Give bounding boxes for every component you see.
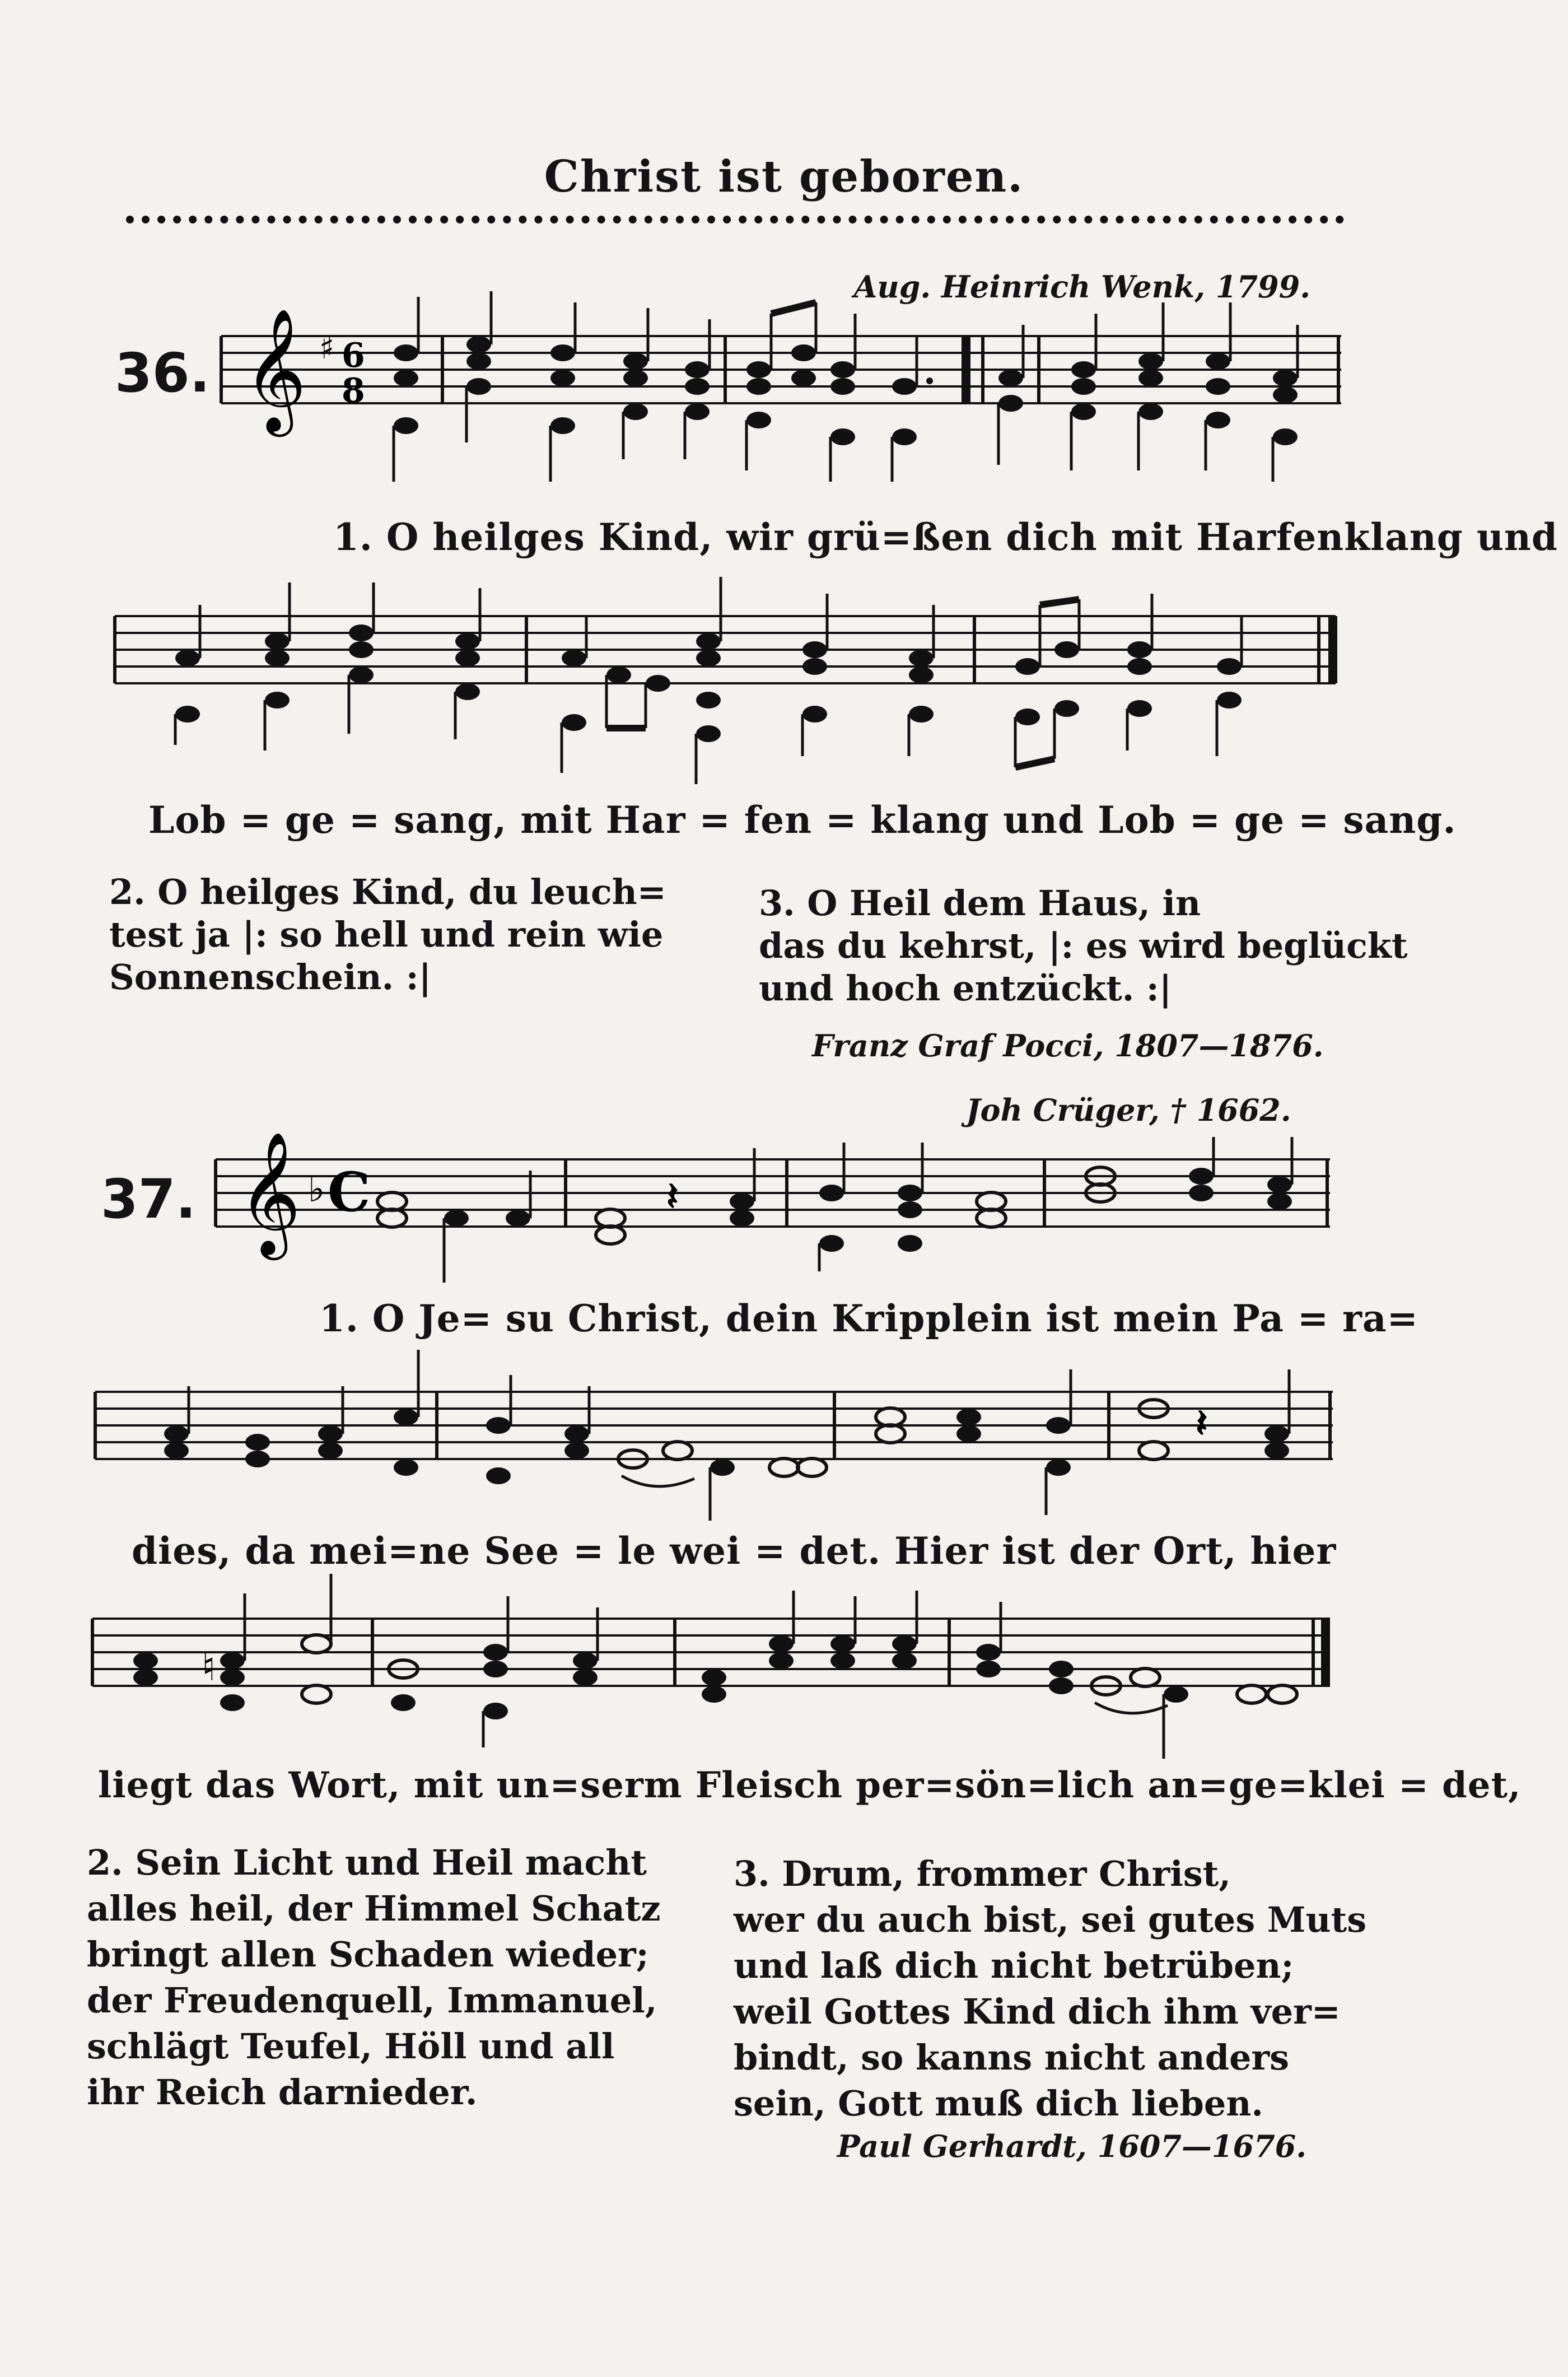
hymn36-poet: Franz Graf Pocci, 1807—1876. — [812, 1028, 1324, 1064]
hymn37-staff-1 — [216, 1131, 1341, 1283]
verse-line: test ja |: so hell und rein wie — [109, 914, 664, 955]
hymn37-verse-3 — [734, 1851, 1366, 2127]
svg-text:𝄽: 𝄽 — [1196, 1400, 1208, 1446]
verse-line: bindt, so kanns nicht anders — [734, 2037, 1290, 2078]
hymn36-staff-2 — [115, 608, 1347, 776]
verse-line: das du kehrst, |: es wird beglückt — [759, 925, 1408, 966]
hymn37-composer: Joh Crüger, † 1662. — [966, 1092, 1291, 1128]
hymn37-lyric-line-1: 1. O Je= su Christ, dein Kripplein ist mein Pa = ra= — [319, 1297, 1418, 1340]
hymn37-number: 37. — [101, 1168, 197, 1231]
svg-text:♯: ♯ — [319, 329, 335, 366]
verse-line: schlägt Teufel, Höll und all — [87, 2026, 615, 2067]
verse-line: alles heil, der Himmel Schatz — [87, 1888, 661, 1929]
svg-text:6: 6 — [342, 336, 365, 375]
svg-text:♭: ♭ — [308, 1168, 325, 1210]
hymn36-lyric-line-2: Lob = ge = sang, mit Har = fen = klang und Lob = ge = sang. — [148, 798, 1457, 842]
hymn37-staff-2 — [95, 1378, 1344, 1523]
hymn36-verse-2 — [109, 871, 666, 999]
hymn36-number: 36. — [115, 342, 211, 404]
verse-line: ihr Reich darnieder. — [87, 2072, 478, 2113]
verse-line: und laß dich nicht betrüben; — [734, 1945, 1294, 1986]
hymn36-lyric-line-1: 1. O heilges Kind, wir grü=ßen dich mit Harfenklang und — [333, 515, 1558, 559]
svg-text:8: 8 — [342, 371, 365, 411]
hymn37-lyric-line-3: liegt das Wort, mit un=serm Fleisch per=sön=lich an=ge=klei = det, — [98, 1764, 1522, 1806]
verse-line: 2. Sein Licht und Heil macht — [87, 1842, 647, 1883]
verse-line: 3. O Heil dem Haus, in — [759, 883, 1201, 924]
verse-line: wer du auch bist, sei gutes Muts — [734, 1899, 1367, 1940]
verse-line: 3. Drum, frommer Christ, — [734, 1853, 1231, 1894]
treble-clef-icon: 𝄞 — [238, 1131, 301, 1255]
verse-line: bringt allen Schaden wieder; — [87, 1934, 649, 1975]
verse-line: weil Gottes Kind dich ihm ver= — [734, 1991, 1341, 2032]
verse-line: 2. O heilges Kind, du leuch= — [109, 871, 666, 912]
hymn37-poet: Paul Gerhardt, 1607—1676. — [837, 2128, 1307, 2164]
svg-text:♮: ♮ — [202, 1643, 216, 1690]
header-dotted-rule — [126, 216, 1344, 223]
verse-line: der Freudenquell, Immanuel, — [87, 1980, 657, 2021]
svg-text:𝄽: 𝄽 — [666, 1173, 679, 1219]
page-header: Christ ist geboren. — [544, 151, 1024, 202]
verse-line: sein, Gott muß dich lieben. — [734, 2083, 1264, 2124]
hymn37-lyric-line-2: dies, da mei=ne See = le wei = det. Hier ist der Ort, hier — [132, 1529, 1337, 1573]
hymn37-verse-2 — [87, 1840, 661, 2115]
hymn36-staff-1 — [221, 307, 1347, 498]
verse-line: Sonnenschein. :| — [109, 957, 432, 998]
hymn36-verse-3 — [759, 882, 1408, 1010]
hymn37-staff-3 — [92, 1605, 1344, 1750]
svg-text:C: C — [328, 1160, 371, 1224]
hymn36-composer: Aug. Heinrich Wenk, 1799. — [853, 269, 1310, 305]
treble-clef-icon: 𝄞 — [244, 307, 307, 431]
verse-line: und hoch entzückt. :| — [759, 968, 1172, 1009]
